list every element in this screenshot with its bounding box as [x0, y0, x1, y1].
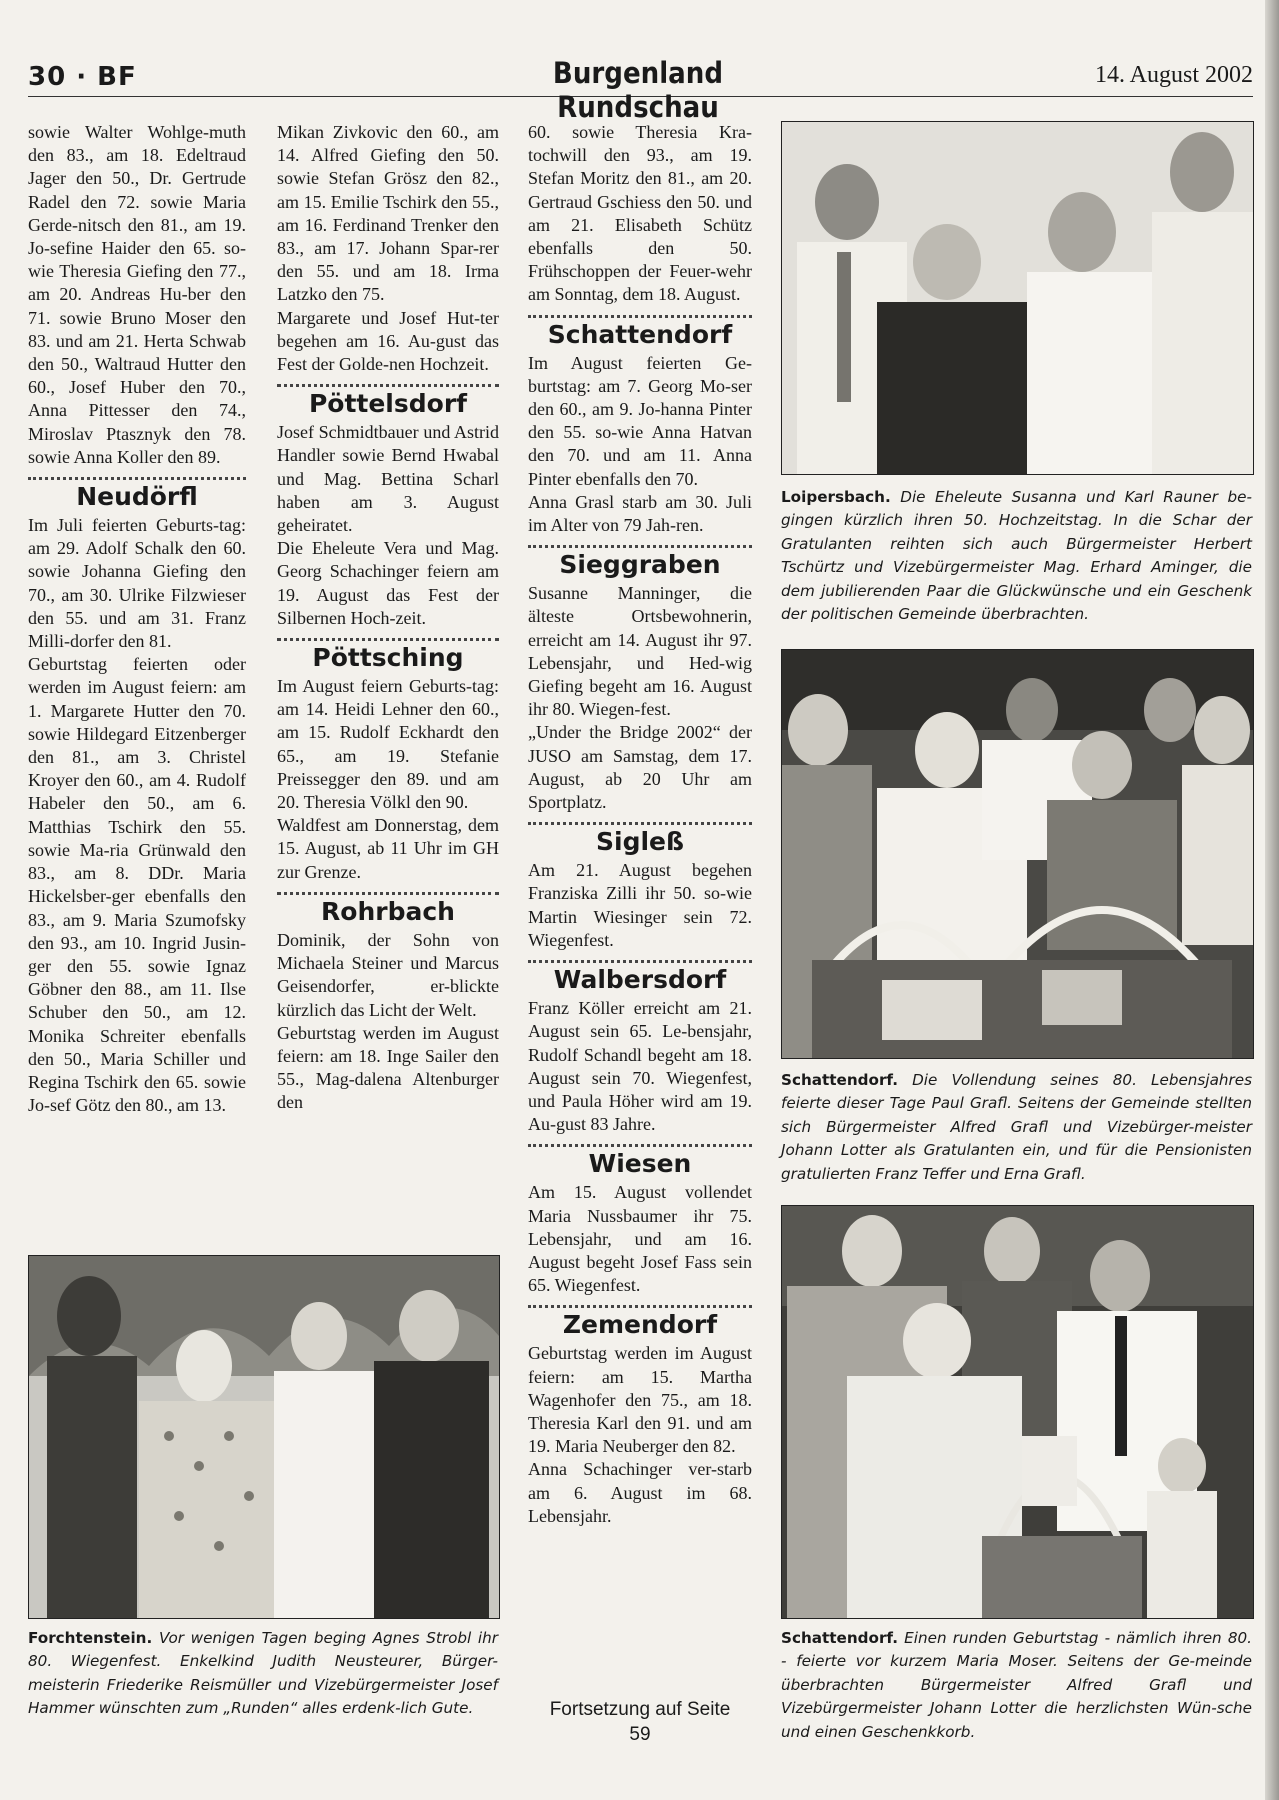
article-text: Im August feierten Ge-burtstag: am 7. Georg Mo-ser den 60., am 9. Jo-hanna Pinter den 55. so-wie Anna Hatvan den 70. und am 11. Anna Pinter ebenfalls den 70. — [528, 352, 752, 489]
page-binding-edge — [1265, 0, 1279, 1800]
photo-loipersbach — [781, 121, 1254, 475]
photo-forchtenstein — [28, 1255, 500, 1619]
photo-caption-forchtenstein: Forchtenstein. Vor wenigen Tagen beging Agnes Strobl ihr 80. Wiegenfest. Enkelkind Judith Neusteurer, Bürger-meisterin Friederike Reismüller und Vizebürgermeister Josef Hammer wünschten zum „Runden“ alles erdenk-lich Gute. — [28, 1629, 498, 1718]
dotted-separator — [528, 822, 752, 825]
article-text: Im Juli feierten Geburts-tag: am 29. Adolf Schalk den 60. sowie Johanna Giefing den 70., am 30. Ulrike Filzwieser den 55. und am 31. Franz Milli-dorfer den 81. — [28, 515, 246, 652]
section-heading-neudoerfl: Neudörfl — [76, 482, 198, 512]
section-heading-schattendorf: Schattendorf — [547, 319, 733, 349]
article-text: Franz Köller erreicht am 21. August sein 65. Le-bensjahr, Rudolf Schandl begeht am 18. August sein 70. Wiegenfest, und Paula Höher wird am 19. Au-gust 83 Jahre. — [528, 998, 752, 1135]
photo-caption-schattendorf-grafl: Schattendorf. Die Vollendung seines 80. Lebensjahres feierte dieser Tage Paul Grafl. Seitens der Gemeinde stellten sich Bürgermeister Alfred Grafl und Vizebürger-meister Johann Lotter als Gratulanten ein, und für die Pensionisten gratulierten Franz Teffer und Erna Grafl. — [781, 1071, 1252, 1183]
photo-schattendorf-grafl — [781, 649, 1254, 1059]
dotted-separator — [528, 1144, 752, 1147]
column-1 — [28, 121, 246, 1117]
dotted-separator — [277, 638, 499, 641]
article-text: Josef Schmidtbauer und Astrid Handler sowie Bernd Hwabal und Mag. Bettina Scharl haben am 3. August geheiratet. — [277, 422, 499, 536]
section-heading-zemendorf: Zemendorf — [562, 1310, 718, 1340]
dotted-separator — [28, 477, 246, 480]
article-text: Im August feiern Geburts-tag: am 14. Heidi Lehner den 60., am 15. Rudolf Eckhardt den 65., am 19. Stefanie Preissegger den 89. und am 20. Theresia Völkl den 90. — [277, 676, 499, 813]
section-heading-walbersdorf: Walbersdorf — [553, 965, 727, 995]
article-text: Geburtstag werden im August feiern: am 15. Martha Wagenhofer den 75., am 18. Theresia Karl den 91. und am 19. Maria Neuberger den 82. — [528, 1343, 752, 1457]
article-text: Dominik, der Sohn von Michaela Steiner und Marcus Geisendorfer, er-blickte kürzlich das Licht der Welt. — [277, 929, 499, 1020]
dotted-separator — [528, 960, 752, 963]
article-text: Am 21. August begehen Franziska Zilli ihr 50. so-wie Martin Wiesinger sein 72. Wiegenfest. — [528, 860, 752, 950]
article-text: sowie Walter Wohlge-muth den 83., am 18. Edeltraud Jager den 50., Dr. Gertrude Radel den 72. sowie Maria Gerde-nitsch den 81., am 19. Jo-sefine Haider den 65. so-wie Theresia Giefing den 77., am 20. Andreas Hu-ber den 71. sowie Bruno Moser den 83. und am 21. Herta Schwab den 50., Waltraud Hutter den 60., Josef Huber den 70., Anna Pittesser den 74., Miroslav Ptasznyk den 78. sowie Anna Koller den 89. — [28, 122, 246, 467]
photo-schattendorf-moser — [781, 1205, 1254, 1619]
page-number: 30 · BF — [28, 62, 137, 92]
article-text: Anna Grasl starb am 30. Juli im Alter von 79 Jah-ren. — [528, 491, 752, 536]
section-heading-sieggraben: Sieggraben — [559, 550, 721, 580]
section-heading-wiesen: Wiesen — [588, 1149, 692, 1179]
column-3 — [528, 121, 752, 1528]
dotted-separator — [528, 545, 752, 548]
article-text: 60. sowie Theresia Kra-tochwill den 93., am 19. Stefan Moritz den 81., am 20. Gertraud Gschiess den 50. und am 21. Elisabeth Schütz ebenfalls den 50. Frühschoppen der Feuer-wehr am Sonntag, dem 18. August. — [528, 122, 752, 305]
section-heading-poettsching: Pöttsching — [312, 643, 464, 673]
continued-notice: Fortsetzung auf Seite 59 — [549, 1699, 731, 1745]
dotted-separator — [528, 315, 752, 318]
article-text: „Under the Bridge 2002“ der JUSO am Samstag, dem 17. August, ab 20 Uhr am Sportplatz. — [528, 722, 752, 813]
article-text: Waldfest am Donnerstag, dem 15. August, ab 11 Uhr im GH zur Grenze. — [277, 815, 499, 882]
dotted-separator — [277, 384, 499, 387]
page-header — [28, 54, 1253, 124]
dotted-separator — [528, 1305, 752, 1308]
article-text: Die Eheleute Vera und Mag. Georg Schachinger feiern am 19. August das Fest der Silbernen Hoch-zeit. — [277, 538, 499, 628]
issue-date: 14. August 2002 — [1094, 62, 1253, 88]
article-text: Anna Schachinger ver-starb am 6. August im 68. Lebensjahr. — [528, 1459, 752, 1526]
article-text: Margarete und Josef Hut-ter begehen am 16. Au-gust das Fest der Golde-nen Hochzeit. — [277, 307, 499, 375]
section-heading-poettelsdorf: Pöttelsdorf — [308, 389, 468, 419]
article-text: Am 15. August vollendet Maria Nussbaumer ihr 75. Lebensjahr, und am 16. August begeht Josef Fass sein 65. Wiegenfest. — [528, 1182, 752, 1296]
column-2 — [277, 121, 499, 1115]
article-text: Mikan Zivkovic den 60., am 14. Alfred Giefing den 50. sowie Stefan Grösz den 82., am 15. Emilie Tschirk den 55., am 16. Ferdinand Trenker den 83., am 17. Johann Spar-rer den 55. und am 18. Irma Latzko den 75. — [277, 122, 499, 305]
article-text: Susanne Manninger, die älteste Ortsbewohnerin, erreicht am 14. August ihr 97. Lebensjahr, und Hed-wig Giefing begeht am 16. August ihr 80. Wiegen-fest. — [528, 583, 752, 720]
section-heading-rohrbach: Rohrbach — [321, 896, 455, 926]
dotted-separator — [277, 892, 499, 895]
photo-caption-schattendorf-moser: Schattendorf. Einen runden Geburtstag - nämlich ihren 80. - feierte vor kurzem Maria Moser. Seitens der Ge-meinde überbrachten Bürgermeister Alfred Grafl und Vizebürgermeister Johann Lotter die herzlichsten Wün-sche und einen Geschenkkorb. — [781, 1629, 1252, 1741]
article-text: Geburtstag werden im August feiern: am 18. Inge Sailer den 55., Mag-dalena Altenburger den — [277, 1022, 499, 1113]
article-text: Geburtstag feierten oder werden im August feiern: am 1. Margarete Hutter den 70. sowie Hildegard Eitzenberger den 81., am 3. Christel Kroyer den 60., am 4. Rudolf Habeler den 50., am 6. Matthias Tschirk den 55. sowie Ma-ria Grünwald den 83., am 8. DDr. Maria Hickelsber-ger ebenfalls den 83., am 9. Maria Szumofsky den 93., am 10. Ingrid Jusin-ger den 55. sowie Ignaz Göbner den 88., am 11. Ilse Schuber den 50., am 12. Monika Schreiter ebenfalls den 50., Maria Schiller und Regina Tschirk den 65. sowie Jo-sef Götz den 80., am 13. — [28, 654, 246, 1116]
photo-caption-loipersbach: Loipersbach. Die Eheleute Susanna und Karl Rauner be-gingen kürzlich ihren 50. Hochzeitstag. In die Schar der Gratulanten reihten sich auch Bürgermeister Herbert Tschürtz und Vizebürgermeister Mag. Erhard Aminger, die dem jubilierenden Paar die Glückwünsche und ein Geschenk der politischen Gemeinde überbrachten. — [781, 488, 1252, 624]
section-heading-sigless: Sigleß — [596, 827, 684, 857]
newspaper-title: Burgenland Rundschau — [552, 56, 724, 124]
